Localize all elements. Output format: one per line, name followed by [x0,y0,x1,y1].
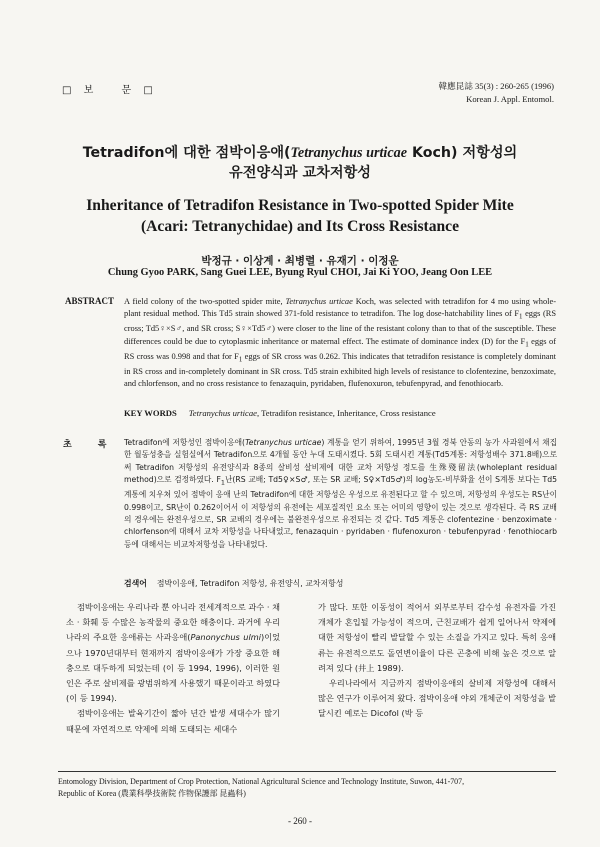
korean-title-line2: 유전양식과 교차저항성 [229,165,371,181]
footnote-divider [58,771,556,772]
section-box-open: □ [62,85,73,96]
journal-english: Korean J. Appl. Entomol. [466,94,554,104]
korean-title-species: Tetranychus urticae [290,145,408,161]
page-number: - 260 - [288,816,312,826]
authors-korean: 박정규 · 이상계 · 최병렬 · 유재기 · 이정운 [201,255,399,267]
journal-header [438,80,554,106]
body-paragraph: 점박이응애는 우리나라 뿐 아니라 전세계적으로 과수 · 채소 · 화훼 등 수많은 농작물의 중요한 해충이다. 과거에 우리나라의 주요한 응애류는 사과응애(Panonychus ulmi)이었으나 1970년대부터 현재까지 점박이응애가 가장 중요한 해충으로 대두하게 되었는데 (이 등 1994, 1996), 이러한 원인은 주로 살비제를 광범위하게 사용했기 때문이라고 하였다 (이 등 1994). [66,602,281,704]
keywords-label: KEY WORDS [124,408,177,418]
body-paragraph: 가 많다. 또한 이동성이 적어서 외부로부터 감수성 유전자를 가진 개체가 혼입될 가능성이 적으며, 근친교배가 쉽게 일어나서 약제에 대한 저항성이 빨리 발달할 수 있는 소질을 가지고 있다. 특히 응애류는 유전적으로도 돌연변이율이 다른 곤충에 비해 높은 것으로 알려져 있다 (井上 1989). [318,602,556,673]
authors-english: Chung Gyoo PARK, Sang Guei LEE, Byung Ryul CHOI, Jai Ki YOO, Jeang Oon LEE [107,267,493,278]
english-title-line2: (Acari: Tetranychidae) and Its Cross Resistance [140,218,460,235]
body-paragraph: 우리나라에서 지금까지 점박이응애의 살비제 저항성에 대해서 많은 연구가 이루어져 왔다. 점박이응애 야외 개체군이 저항성을 발달시킨 예로는 Dicofol (박 등 [318,678,556,719]
body-left-column [66,600,280,737]
korean-keywords: 검색어 점박이응애, Tetradifon 저항성, 유전양식, 교차저항성 [124,579,344,588]
korean-title: Tetradifon에 대한 점박이응애(Tetranychus urticae Koch) 저항성의 유전양식과 교차저항성 [82,145,518,181]
abstract-text: A field colony of the two-spotted spider mite, Tetranychus urticae Koch, was selected with tetradifon for 4 mo using whole-plant residual method. This Td5 strain showed 371-fold resistance to tetradifon. The log dose-hatchability lines of $F_1$ eggs (RS cross; Td5♀×S♂, and SR cross; S♀×Td5♂) were closer to the line of the resistant colony than to that of the susceptible. These differences could be due to cytoplasmic inheritance or maternal effect. The estimate of dominance index (D) for the $F_1$ eggs of RS cross was 0.998 and that for $F_1$ eggs of SR cross was 0.262. This indicates that tetradifon resistance is completely dominant in RS cross and in-completely dominant in SR cross. Td5 strain exhibited high levels of resistance to clofentezine, benzoximate, and chlorfenson, and no cross resistance to fenazaquin, pyridaben, flufenoxuron, tebufenpyrad, and fenothiocarb. [124,297,557,388]
english-title-line1: Inheritance of Tetradifon Resistance in Two-spotted Spider Mite [86,197,514,214]
section-label [62,81,161,96]
korean-abstract-label: 초 록 [63,440,107,450]
keywords: KEY WORDS Tetranychus urticae, Tetradifon resistance, Inheritance, Cross resistance [124,408,436,418]
section-char-2: 문 [121,85,133,96]
body-paragraph: 점박이응애는 발육기간이 짧아 년간 발생 세대수가 많기 때문에 자연적으로 약제에 의해 도태되는 세대수 [66,708,280,734]
korean-keywords-label: 검색어 [124,579,147,588]
affiliation-footnote: Entomology Division, Department of Crop Protection, National Agricultural Science and Technology Institute, Suwon, 441-707, Republic of Korea (農業科學技術院 作物保護部 昆蟲科) [58,777,465,799]
section-char-1: 보 [83,85,95,96]
abstract-label: ABSTRACT [65,296,115,306]
journal-citation: 韓應昆誌 35(3) : 260-265 (1996) [438,81,554,91]
korean-abstract-text: Tetradifon에 저항성인 점박이응애(Tetranychus urticae) 계통을 얻기 위하여, 1995년 3월 경북 안동의 농가 사과원에서 채집한 월동성충을 실험실에서 Tetradifon으로 4개월 동안 누대 도태시켰다. 5회 도태시킨 계통(Td5계통: 저항성배수 371.8배)으로써 Tetradifon 저항성의 유전양식과 8종의 살비성 살비제에 대한 교차 저항성 정도를 生殊殘留法(wholeplant residual method)으로 검정하였다. $F_1$난(RS 교배; Td5♀×S♂, 또는 SR 교배; S♀×Td5♂)의 log농도-비부화율 선이 S계통 보다는 Td5계통에 치우쳐 있어 점박이 응애 난의 Tetradifon에 대한 저항성은 우성으로 유전된다고 할 수 있으며, 저항성의 우성도는 RS난이 0.998이고, SR난이 0.262이어서 이 저항성의 유전에는 세포질적인 요소 또는 어미의 영향이 있는 것으로 생각된다. 즉 RS 교배의 경우에는 완전우성으로, SR 교배의 경우에는 불완전우성으로 유전되는 것 같다. Td5 계통은 clofentezine · benzoximate · chlorfenson에 대해서 교차 저항성을 나타내었고, fenazaquin · pyridaben · flufenoxuron · tebufenpyrad · fenothiocarb 등에 대해서는 비교차저항성을 나타내었다. [124,438,557,549]
section-box-close: □ [143,85,154,96]
english-title [40,195,560,237]
body-right-column [318,600,556,722]
